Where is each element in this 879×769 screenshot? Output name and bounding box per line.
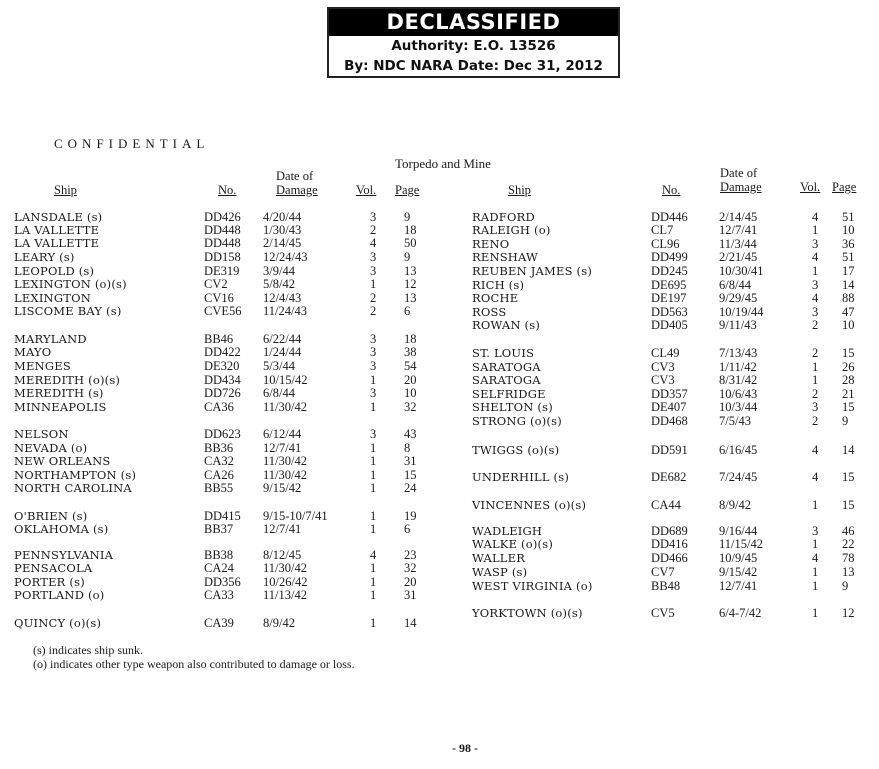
left-row-vol: 3 xyxy=(370,250,377,264)
footnote-sunk: (s) indicates ship sunk. xyxy=(33,643,143,657)
right-row-ship: RENSHAW xyxy=(472,250,539,264)
right-row-ship: SARATOGA xyxy=(472,360,541,374)
right-row-vol: 2 xyxy=(812,387,819,401)
left-row-ship: MAYO xyxy=(14,345,52,359)
right-row-ship: SHELTON (s) xyxy=(472,400,553,414)
right-row-no: CA44 xyxy=(651,498,681,512)
right-row-vol: 4 xyxy=(812,210,819,224)
right-row-no: DE695 xyxy=(651,278,687,292)
left-row-date: 8/12/45 xyxy=(263,548,302,562)
left-row-page: 38 xyxy=(404,345,417,359)
right-row-no: CV7 xyxy=(651,565,675,579)
right-row-vol: 4 xyxy=(812,470,819,484)
left-row-ship: QUINCY (o)(s) xyxy=(14,616,102,630)
right-row-no: DD245 xyxy=(651,264,688,278)
right-row-no: CV3 xyxy=(651,360,675,374)
right-row-ship: WALLER xyxy=(472,551,526,565)
left-row-ship: PORTER (s) xyxy=(14,575,85,589)
left-row-vol: 2 xyxy=(370,304,377,318)
right-row-ship: STRONG (o)(s) xyxy=(472,414,562,428)
right-row-page: 15 xyxy=(842,498,855,512)
left-row-ship: NORTH CAROLINA xyxy=(14,481,132,495)
left-row-date: 12/7/41 xyxy=(263,522,302,536)
left-row-date: 5/8/42 xyxy=(263,277,295,291)
right-row-page: 14 xyxy=(842,443,855,457)
right-row-date: 12/7/41 xyxy=(719,579,758,593)
left-row-ship: PENNSYLVANIA xyxy=(14,548,114,562)
right-row-ship: ROWAN (s) xyxy=(472,318,541,332)
right-row-ship: REUBEN JAMES (s) xyxy=(472,264,593,278)
left-row-ship: NORTHAMPTON (s) xyxy=(14,468,137,482)
right-header-vol: Vol. xyxy=(800,180,821,194)
left-row-no: DD422 xyxy=(204,345,241,359)
right-row-vol: 3 xyxy=(812,400,819,414)
left-row-ship: MINNEAPOLIS xyxy=(14,400,107,414)
left-row-vol: 1 xyxy=(370,277,377,291)
left-row-ship: LEOPOLD (s) xyxy=(14,264,95,278)
left-row-date: 1/30/43 xyxy=(263,223,302,237)
left-row-vol: 3 xyxy=(370,210,377,224)
right-row-page: 14 xyxy=(842,278,855,292)
right-row-vol: 2 xyxy=(812,346,819,360)
right-row-date: 10/19/44 xyxy=(719,305,764,319)
left-row-date: 4/20/44 xyxy=(263,210,302,224)
right-row-page: 22 xyxy=(842,537,855,551)
right-row-ship: WASP (s) xyxy=(472,565,528,579)
left-row-date: 11/30/42 xyxy=(263,561,307,575)
right-row-page: 21 xyxy=(842,387,855,401)
right-row-no: DD416 xyxy=(651,537,688,551)
right-header-date-top: Date of xyxy=(720,166,758,180)
right-row-vol: 1 xyxy=(812,223,819,237)
left-row-ship: MEREDITH (s) xyxy=(14,386,104,400)
right-row-no: CL49 xyxy=(651,346,680,360)
right-row-ship: TWIGGS (o)(s) xyxy=(472,443,560,457)
right-row-date: 6/4-7/42 xyxy=(719,606,762,620)
left-row-no: DD415 xyxy=(204,509,241,523)
left-row-page: 9 xyxy=(404,250,411,264)
left-row-vol: 3 xyxy=(370,427,377,441)
right-row-vol: 1 xyxy=(812,373,819,387)
left-row-page: 6 xyxy=(404,522,411,536)
left-row-page: 18 xyxy=(404,332,417,346)
right-row-vol: 1 xyxy=(812,579,819,593)
left-row-no: BB37 xyxy=(204,522,234,536)
left-row-ship: LEARY (s) xyxy=(14,250,75,264)
stamp-title: DECLASSIFIED xyxy=(329,9,618,36)
left-row-ship: O'BRIEN (s) xyxy=(14,509,88,523)
right-row-page: 47 xyxy=(842,305,855,319)
left-row-vol: 3 xyxy=(370,386,377,400)
right-row-ship: RENO xyxy=(472,237,510,251)
left-row-page: 19 xyxy=(404,509,417,523)
left-row-page: 14 xyxy=(404,616,417,630)
left-row-ship: MENGES xyxy=(14,359,71,373)
left-row-vol: 3 xyxy=(370,359,377,373)
left-row-no: CA33 xyxy=(204,588,234,602)
right-row-date: 8/31/42 xyxy=(719,373,758,387)
left-row-page: 9 xyxy=(404,210,411,224)
left-row-no: DE319 xyxy=(204,264,240,278)
right-row-ship: YORKTOWN (o)(s) xyxy=(472,606,583,620)
left-row-ship: LEXINGTON xyxy=(14,291,91,305)
right-row-page: 78 xyxy=(842,551,855,565)
right-row-no: CV3 xyxy=(651,373,675,387)
right-row-page: 13 xyxy=(842,565,855,579)
right-row-date: 7/24/45 xyxy=(719,470,758,484)
right-row-vol: 4 xyxy=(812,291,819,305)
left-row-page: 20 xyxy=(404,575,417,589)
right-row-date: 10/30/41 xyxy=(719,264,764,278)
right-row-page: 9 xyxy=(842,579,849,593)
left-row-ship: PENSACOLA xyxy=(14,561,93,575)
right-row-vol: 4 xyxy=(812,443,819,457)
right-row-page: 15 xyxy=(842,400,855,414)
left-row-page: 8 xyxy=(404,441,411,455)
right-row-date: 8/9/42 xyxy=(719,498,751,512)
left-row-date: 10/26/42 xyxy=(263,575,308,589)
left-row-page: 54 xyxy=(404,359,417,373)
right-row-no: DD499 xyxy=(651,250,688,264)
right-row-date: 6/16/45 xyxy=(719,443,758,457)
left-row-date: 12/24/43 xyxy=(263,250,308,264)
right-row-vol: 1 xyxy=(812,360,819,374)
section-title: Torpedo and Mine xyxy=(395,156,491,171)
left-row-no: DE320 xyxy=(204,359,240,373)
left-row-vol: 1 xyxy=(370,588,377,602)
left-row-vol: 1 xyxy=(370,509,377,523)
left-row-page: 31 xyxy=(404,454,417,468)
right-row-date: 2/14/45 xyxy=(719,210,758,224)
right-row-date: 9/16/44 xyxy=(719,524,758,538)
left-row-date: 11/30/42 xyxy=(263,468,307,482)
right-row-date: 7/5/43 xyxy=(719,414,751,428)
left-row-vol: 1 xyxy=(370,575,377,589)
left-row-page: 12 xyxy=(404,277,417,291)
right-row-vol: 1 xyxy=(812,565,819,579)
left-row-ship: LA VALLETTE xyxy=(14,223,100,237)
right-row-vol: 2 xyxy=(812,318,819,332)
right-row-page: 10 xyxy=(842,318,855,332)
left-header-no: No. xyxy=(218,183,237,197)
right-row-vol: 3 xyxy=(812,305,819,319)
right-row-date: 6/8/44 xyxy=(719,278,751,292)
right-row-date: 10/6/43 xyxy=(719,387,758,401)
left-row-no: BB55 xyxy=(204,481,234,495)
left-row-no: CA36 xyxy=(204,400,234,414)
right-row-vol: 3 xyxy=(812,524,819,538)
left-row-page: 32 xyxy=(404,561,417,575)
right-header-date-bottom: Damage xyxy=(720,180,762,194)
right-row-date: 10/3/44 xyxy=(719,400,758,414)
left-row-vol: 3 xyxy=(370,264,377,278)
left-row-date: 11/13/42 xyxy=(263,588,307,602)
page-number: - 98 - xyxy=(452,741,478,755)
right-row-date: 7/13/43 xyxy=(719,346,758,360)
right-row-ship: ST. LOUIS xyxy=(472,346,535,360)
left-row-ship: LEXINGTON (o)(s) xyxy=(14,277,127,291)
classification-label: CONFIDENTIAL xyxy=(54,136,210,151)
right-row-page: 10 xyxy=(842,223,855,237)
right-row-vol: 3 xyxy=(812,237,819,251)
right-row-vol: 4 xyxy=(812,250,819,264)
right-row-page: 51 xyxy=(842,210,855,224)
right-row-page: 88 xyxy=(842,291,855,305)
left-row-ship: NEVADA (o) xyxy=(14,441,88,455)
left-row-vol: 4 xyxy=(370,236,377,250)
left-row-no: CA39 xyxy=(204,616,234,630)
left-row-no: BB38 xyxy=(204,548,234,562)
left-row-no: BB46 xyxy=(204,332,234,346)
left-row-page: 13 xyxy=(404,264,417,278)
right-row-page: 15 xyxy=(842,470,855,484)
left-row-page: 31 xyxy=(404,588,417,602)
left-row-date: 11/30/42 xyxy=(263,400,307,414)
right-row-ship: UNDERHILL (s) xyxy=(472,470,570,484)
declassified-stamp xyxy=(327,7,620,78)
right-row-vol: 1 xyxy=(812,264,819,278)
left-row-page: 13 xyxy=(404,291,417,305)
left-row-vol: 1 xyxy=(370,468,377,482)
left-row-vol: 3 xyxy=(370,345,377,359)
left-row-page: 20 xyxy=(404,373,417,387)
left-row-vol: 3 xyxy=(370,332,377,346)
left-row-date: 1/24/44 xyxy=(263,345,302,359)
left-row-date: 3/9/44 xyxy=(263,264,295,278)
right-row-page: 17 xyxy=(842,264,855,278)
right-row-no: CV5 xyxy=(651,606,675,620)
left-row-no: BB36 xyxy=(204,441,234,455)
right-row-page: 46 xyxy=(842,524,855,538)
right-row-page: 12 xyxy=(842,606,855,620)
right-row-page: 51 xyxy=(842,250,855,264)
right-row-date: 9/15/42 xyxy=(719,565,758,579)
left-row-ship: LA VALLETTE xyxy=(14,236,100,250)
right-row-date: 1/11/42 xyxy=(719,360,757,374)
right-row-page: 28 xyxy=(842,373,855,387)
stamp-authority: Authority: E.O. 13526 xyxy=(391,38,556,54)
right-row-no: DD466 xyxy=(651,551,688,565)
right-row-vol: 1 xyxy=(812,606,819,620)
right-row-vol: 4 xyxy=(812,551,819,565)
left-row-date: 2/14/45 xyxy=(263,236,302,250)
left-row-no: CV2 xyxy=(204,277,228,291)
left-row-page: 10 xyxy=(404,386,417,400)
right-row-no: DD468 xyxy=(651,414,688,428)
left-row-no: DD448 xyxy=(204,236,241,250)
left-row-date: 12/4/43 xyxy=(263,291,302,305)
left-row-vol: 1 xyxy=(370,522,377,536)
right-row-no: DE407 xyxy=(651,400,687,414)
left-row-date: 6/12/44 xyxy=(263,427,302,441)
left-row-date: 5/3/44 xyxy=(263,359,295,373)
right-header-ship: Ship xyxy=(508,183,531,197)
left-row-page: 6 xyxy=(404,304,411,318)
right-row-vol: 1 xyxy=(812,498,819,512)
left-header-ship: Ship xyxy=(54,183,77,197)
footnote-other-weapon: (o) indicates other type weapon also contributed to damage or loss. xyxy=(33,657,355,671)
left-row-vol: 4 xyxy=(370,548,377,562)
left-row-ship: NELSON xyxy=(14,427,69,441)
right-row-no: CL7 xyxy=(651,223,674,237)
left-row-vol: 1 xyxy=(370,561,377,575)
left-row-no: DD426 xyxy=(204,210,241,224)
left-row-ship: LANSDALE (s) xyxy=(14,210,103,224)
left-row-page: 23 xyxy=(404,548,417,562)
right-row-no: DD446 xyxy=(651,210,688,224)
left-row-no: CA26 xyxy=(204,468,234,482)
left-row-ship: MARYLAND xyxy=(14,332,87,346)
right-row-ship: ROSS xyxy=(472,305,507,319)
left-row-page: 32 xyxy=(404,400,417,414)
right-header-page: Page xyxy=(832,180,857,194)
right-row-no: DE197 xyxy=(651,291,687,305)
right-row-date: 12/7/41 xyxy=(719,223,758,237)
left-row-date: 8/9/42 xyxy=(263,616,295,630)
left-row-no: CA32 xyxy=(204,454,234,468)
right-row-date: 10/9/45 xyxy=(719,551,758,565)
left-row-no: DD434 xyxy=(204,373,241,387)
right-row-ship: WADLEIGH xyxy=(472,524,543,538)
left-row-page: 50 xyxy=(404,236,417,250)
right-row-ship: VINCENNES (o)(s) xyxy=(472,498,587,512)
right-row-ship: ROCHE xyxy=(472,291,519,305)
left-row-vol: 2 xyxy=(370,291,377,305)
right-row-ship: RICH (s) xyxy=(472,278,525,292)
left-header-date-top: Date of xyxy=(276,169,314,183)
right-row-vol: 1 xyxy=(812,537,819,551)
left-row-ship: PORTLAND (o) xyxy=(14,588,105,602)
stamp-by-line: By: NDC NARA Date: Dec 31, 2012 xyxy=(344,58,603,74)
left-row-ship: LISCOME BAY (s) xyxy=(14,304,122,318)
right-row-date: 2/21/45 xyxy=(719,250,758,264)
left-row-vol: 1 xyxy=(370,454,377,468)
right-header-no: No. xyxy=(662,183,681,197)
right-row-date: 9/11/43 xyxy=(719,318,757,332)
left-row-no: DD356 xyxy=(204,575,241,589)
right-row-vol: 2 xyxy=(812,414,819,428)
right-row-ship: SARATOGA xyxy=(472,373,541,387)
right-row-ship: SELFRIDGE xyxy=(472,387,546,401)
right-row-page: 36 xyxy=(842,237,855,251)
right-row-date: 11/15/42 xyxy=(719,537,763,551)
left-row-no: CA24 xyxy=(204,561,234,575)
left-row-vol: 1 xyxy=(370,373,377,387)
left-row-page: 15 xyxy=(404,468,417,482)
left-row-date: 9/15-10/7/41 xyxy=(263,509,328,523)
left-row-no: DD158 xyxy=(204,250,241,264)
left-row-no: DD623 xyxy=(204,427,241,441)
left-row-vol: 1 xyxy=(370,400,377,414)
left-row-vol: 2 xyxy=(370,223,377,237)
left-row-date: 6/8/44 xyxy=(263,386,295,400)
left-row-no: DD448 xyxy=(204,223,241,237)
right-row-ship: WEST VIRGINIA (o) xyxy=(472,579,593,593)
left-row-vol: 1 xyxy=(370,616,377,630)
left-row-no: CV16 xyxy=(204,291,234,305)
left-row-date: 10/15/42 xyxy=(263,373,308,387)
left-row-page: 43 xyxy=(404,427,417,441)
left-row-date: 11/24/43 xyxy=(263,304,307,318)
left-row-vol: 1 xyxy=(370,441,377,455)
right-row-no: DE682 xyxy=(651,470,687,484)
left-row-date: 11/30/42 xyxy=(263,454,307,468)
right-row-ship: RADFORD xyxy=(472,210,535,224)
right-row-page: 9 xyxy=(842,414,849,428)
right-row-ship: RALEIGH (o) xyxy=(472,223,551,237)
left-row-ship: OKLAHOMA (s) xyxy=(14,522,109,536)
left-row-date: 12/7/41 xyxy=(263,441,302,455)
right-row-no: DD563 xyxy=(651,305,688,319)
right-row-no: BB48 xyxy=(651,579,681,593)
right-row-no: DD405 xyxy=(651,318,688,332)
left-header-page: Page xyxy=(395,183,420,197)
left-row-ship: MEREDITH (o)(s) xyxy=(14,373,121,387)
left-header-vol: Vol. xyxy=(356,183,377,197)
left-row-no: DD726 xyxy=(204,386,241,400)
left-row-date: 6/22/44 xyxy=(263,332,302,346)
right-row-vol: 3 xyxy=(812,278,819,292)
left-row-page: 18 xyxy=(404,223,417,237)
left-row-vol: 1 xyxy=(370,481,377,495)
right-row-page: 26 xyxy=(842,360,855,374)
left-row-no: CVE56 xyxy=(204,304,242,318)
right-row-no: CL96 xyxy=(651,237,680,251)
right-row-date: 9/29/45 xyxy=(719,291,758,305)
right-row-no: DD357 xyxy=(651,387,688,401)
right-row-no: DD591 xyxy=(651,443,688,457)
right-row-no: DD689 xyxy=(651,524,688,538)
left-row-ship: NEW ORLEANS xyxy=(14,454,111,468)
right-row-page: 15 xyxy=(842,346,855,360)
left-row-date: 9/15/42 xyxy=(263,481,302,495)
right-row-ship: WALKE (o)(s) xyxy=(472,537,554,551)
left-row-page: 24 xyxy=(404,481,417,495)
right-row-date: 11/3/44 xyxy=(719,237,757,251)
left-header-date-bottom: Damage xyxy=(276,183,318,197)
